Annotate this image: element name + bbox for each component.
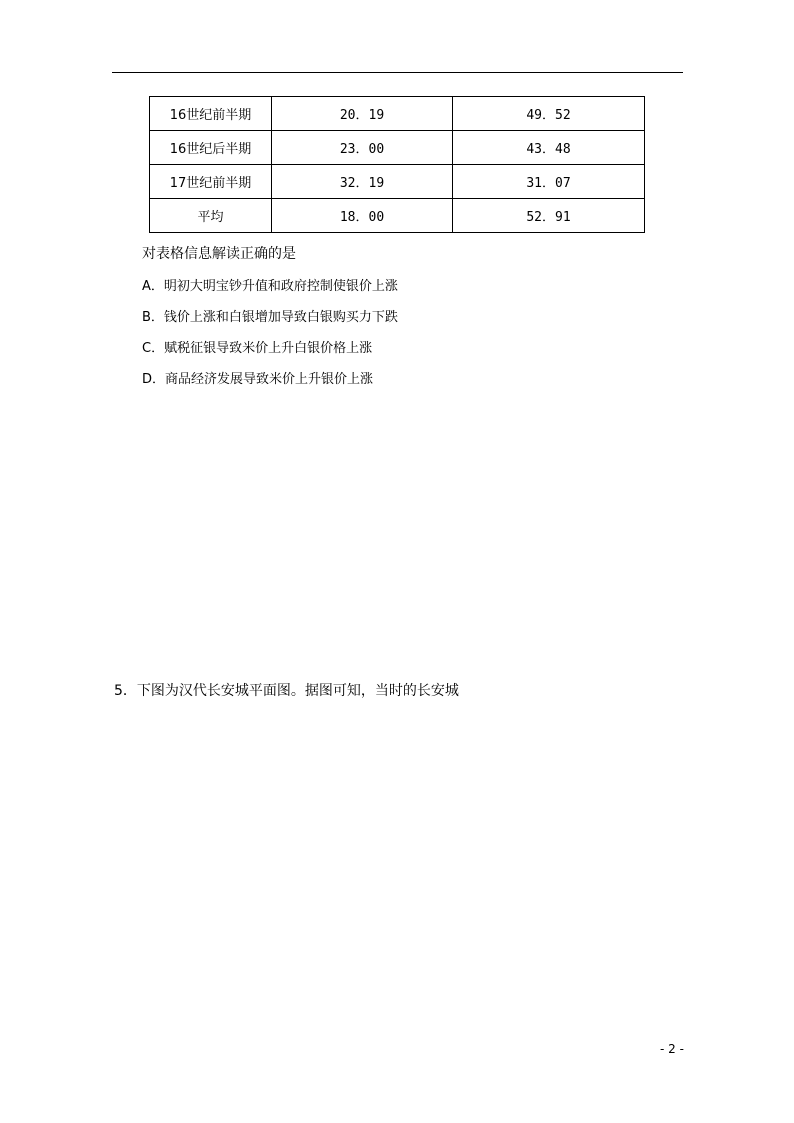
table-cell-period: 16世纪前半期 <box>150 97 272 131</box>
table-cell-value: 23．00 <box>272 131 453 165</box>
option-c: C．赋税征银导致米价上升白银价格上涨 <box>142 341 373 356</box>
table-cell-value: 31．07 <box>453 165 645 199</box>
table-cell-value: 49．52 <box>453 97 645 131</box>
question-4-stem: 对表格信息解读正确的是 <box>142 246 296 262</box>
option-d: D．商品经济发展导致米价上升银价上涨 <box>142 372 374 387</box>
option-a: A．明初大明宝钞升值和政府控制使银价上涨 <box>142 279 398 294</box>
header-rule <box>112 72 683 73</box>
table-cell-value: 20．19 <box>272 97 453 131</box>
table-row <box>150 199 645 233</box>
table-row <box>150 131 645 165</box>
question-5-stem: 5．下图为汉代长安城平面图。据图可知，当时的长安城 <box>114 683 459 699</box>
table-row <box>150 97 645 131</box>
table-cell-value: 18．00 <box>272 199 453 233</box>
table-cell-period: 17世纪前半期 <box>150 165 272 199</box>
table-cell-period: 平均 <box>150 199 272 233</box>
table-cell-value: 32．19 <box>272 165 453 199</box>
answer-options <box>142 275 398 399</box>
table-cell-period: 16世纪后半期 <box>150 131 272 165</box>
table-cell-value: 52．91 <box>453 199 645 233</box>
table-row <box>150 165 645 199</box>
option-b: B．钱价上涨和白银增加导致白银购买力下跌 <box>142 310 398 325</box>
page-number: - 2 - <box>660 1042 684 1056</box>
table-cell-value: 43．48 <box>453 131 645 165</box>
data-table <box>149 96 645 233</box>
